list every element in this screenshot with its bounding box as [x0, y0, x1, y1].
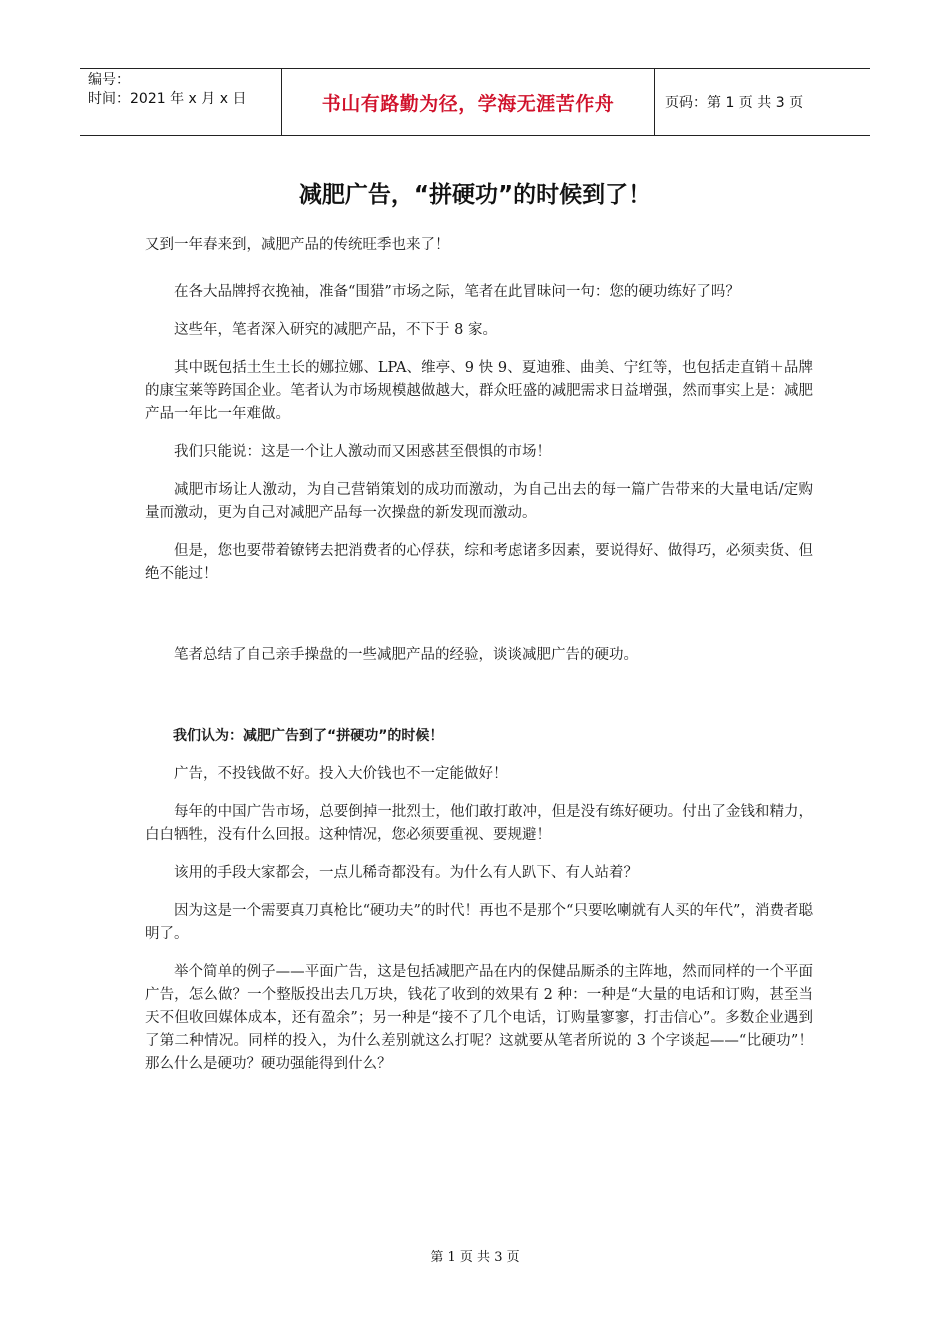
paragraph: 但是，您也要带着镣铐去把消费者的心俘获，综和考虑诸多因素，要说得好、做得巧，必须卖货、但绝不能过！ — [145, 543, 813, 582]
time-label: 时间：2021 年 x 月 x 日 — [88, 91, 247, 107]
document-body — [145, 234, 813, 1076]
paragraph: 广告，不投钱做不好。投入大价钱也不一定能做好！ — [174, 766, 508, 782]
motto-text: 书山有路勤为径，学海无涯苦作舟 — [321, 92, 615, 115]
paragraph: 举个简单的例子——平面广告，这是包括减肥产品在内的保健品厮杀的主阵地，然而同样的一个平面广告，怎么做？一个整版投出去几万块，钱花了收到的效果有 2 种：一种是“大量的电话和订购，甚至当天不但收回媒体成本，还有盈余”；另一种是“接不了几个电话，订购量寥寥，打击信心”。多数企业遇到了第二种情况。同样的投入，为什么差别就这么打呢？这就要从笔者所说的 3 个字谈起——“比硬功”！那么什么是硬功？硬功强能得到什么？ — [145, 964, 813, 1072]
paragraph: 该用的手段大家都会，一点儿稀奇都没有。为什么有人趴下、有人站着？ — [174, 865, 638, 881]
paragraph: 其中既包括土生土长的娜拉娜、LPA、维亭、9 快 9、夏迪雅、曲美、宁红等，也包括走直销＋品牌的康宝莱等跨国企业。笔者认为市场规模越做越大，群众旺盛的减肥需求日益增强，然而事实上是：减肥产品一年比一年难做。 — [145, 360, 813, 422]
header-meta-cell — [80, 69, 282, 135]
paragraph: 在各大品牌捋衣挽袖，准备“围猎”市场之际，笔者在此冒昧问一句：您的硬功练好了吗？ — [174, 284, 740, 300]
paragraph: 又到一年春来到，减肥产品的传统旺季也来了！ — [145, 237, 450, 253]
page-footer: 第 1 页 共 3 页 — [430, 1250, 520, 1265]
header-motto-cell — [282, 69, 655, 135]
document-header — [80, 68, 870, 136]
page-info: 页码：第 1 页 共 3 页 — [665, 95, 804, 111]
document-title: 减肥广告，“拼硬功”的时候到了！ — [298, 182, 652, 208]
header-page-cell — [655, 69, 870, 135]
number-label: 编号： — [88, 72, 130, 88]
paragraph: 减肥市场让人激动，为自己营销策划的成功而激动，为自己出去的每一篇广告带来的大量电话/定购量而激动，更为自己对减肥产品每一次操盘的新发现而激动。 — [145, 482, 813, 521]
paragraph: 每年的中国广告市场，总要倒掉一批烈士，他们敢打敢冲，但是没有练好硬功。付出了金钱和精力，白白牺牲，没有什么回报。这种情况，您必须要重视、要规避！ — [145, 804, 813, 843]
section-heading: 我们认为：减肥广告到了“拼硬功”的时候！ — [173, 728, 444, 744]
paragraph: 因为这是一个需要真刀真枪比“硬功夫”的时代！再也不是那个“只要吆喇就有人买的年代”，消费者聪明了。 — [145, 903, 813, 942]
paragraph: 笔者总结了自己亲手操盘的一些减肥产品的经验，谈谈减肥广告的硬功。 — [174, 647, 638, 663]
paragraph: 我们只能说：这是一个让人激动而又困惑甚至偎惧的市场！ — [174, 444, 551, 460]
paragraph: 这些年，笔者深入研究的减肥产品，不下于 8 家。 — [174, 322, 497, 338]
